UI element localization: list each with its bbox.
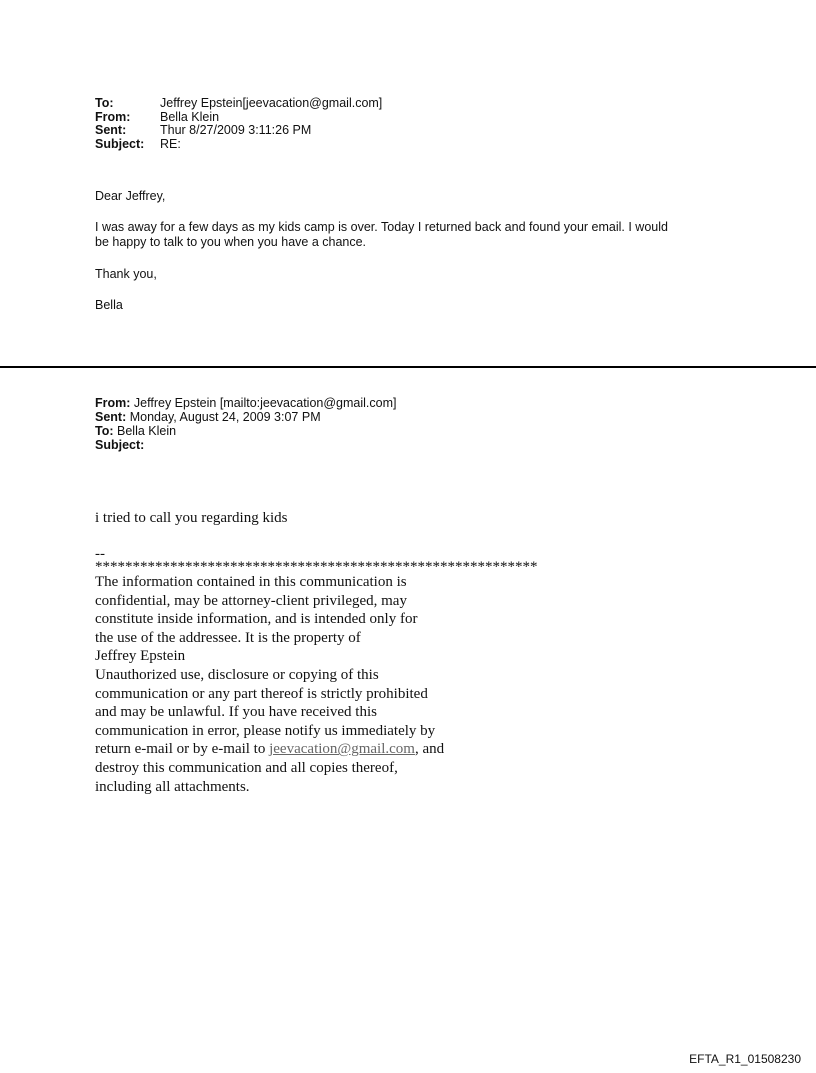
original-sent-row <box>95 410 396 424</box>
disclaimer-line: the use of the addressee. It is the property of <box>95 629 361 646</box>
disclaimer-line-with-link <box>95 740 615 759</box>
original-from-row <box>95 396 396 410</box>
reply-greeting: Dear Jeffrey, <box>95 189 166 203</box>
email-link[interactable]: jeevacation@gmail.com <box>269 741 415 758</box>
original-message: i tried to call you regarding kids <box>95 510 288 526</box>
reply-sent-label: Sent: <box>95 123 127 137</box>
disclaimer-line: and may be unlawful. If you have received this <box>95 704 377 721</box>
reply-subject-row <box>95 138 382 152</box>
disclaimer-line: Unauthorized use, disclosure or copying of this <box>95 666 379 683</box>
original-from-value: Jeffrey Epstein [mailto:jeevacation@gmail.com] <box>133 396 397 410</box>
message-divider <box>0 366 816 368</box>
reply-subject-label: Subject: <box>95 136 145 151</box>
reply-paragraph-line-1: I was away for a few days as my kids camp is over. Today I returned back and found your email. I would <box>95 220 668 234</box>
reply-sent-value: Thur 8/27/2009 3:11:26 PM <box>160 123 312 137</box>
original-subject-label: Subject: <box>95 438 145 452</box>
disclaimer-line: confidential, may be attorney-client privileged, may <box>95 592 407 609</box>
original-from-label: From: <box>95 396 131 410</box>
disclaimer-line: constitute inside information, and is intended only for <box>95 611 418 628</box>
disclaimer-text <box>95 573 615 796</box>
original-header <box>95 396 396 452</box>
reply-closing: Thank you, <box>95 267 157 281</box>
original-sent-label: Sent: <box>95 410 127 424</box>
reply-from-row <box>95 111 382 125</box>
disclaimer <box>95 547 615 796</box>
original-to-row <box>95 424 396 438</box>
reply-to-row <box>95 97 382 111</box>
disclaimer-line: communication in error, please notify us immediately by <box>95 722 436 739</box>
reply-paragraph-line-2: be happy to talk to you when you have a chance. <box>95 235 367 249</box>
disclaimer-line: The information contained in this communication is <box>95 574 407 590</box>
reply-paragraph <box>95 220 735 250</box>
reply-from-label: From: <box>95 109 131 124</box>
disclaimer-line: destroy this communication and all copies thereof, <box>95 759 398 776</box>
reply-to-label: To: <box>95 96 114 110</box>
document-id: EFTA_R1_01508230 <box>689 1052 801 1066</box>
original-to-label: To: <box>95 424 114 438</box>
disclaimer-line: including all attachments. <box>95 778 250 795</box>
disclaimer-line: communication or any part thereof is strictly prohibited <box>95 685 428 702</box>
reply-from-value: Bella Klein <box>160 109 220 124</box>
original-to-value: Bella Klein <box>117 424 177 438</box>
disclaimer-line-suffix: , and <box>414 741 445 758</box>
asterisk-separator: *********************************************************** <box>95 559 538 575</box>
original-sent-value: Monday, August 24, 2009 3:07 PM <box>129 410 321 424</box>
disclaimer-line: Jeffrey Epstein <box>95 648 186 665</box>
reply-signature: Bella <box>95 298 123 312</box>
reply-subject-value: RE: <box>160 136 181 151</box>
reply-header <box>95 97 382 151</box>
signature-dash: -- <box>95 546 105 562</box>
original-subject-row <box>95 438 396 452</box>
disclaimer-line-prefix: return e-mail or by e-mail to <box>95 741 270 758</box>
reply-sent-row <box>95 124 382 138</box>
reply-to-value: Jeffrey Epstein[jeevacation@gmail.com] <box>160 96 383 110</box>
